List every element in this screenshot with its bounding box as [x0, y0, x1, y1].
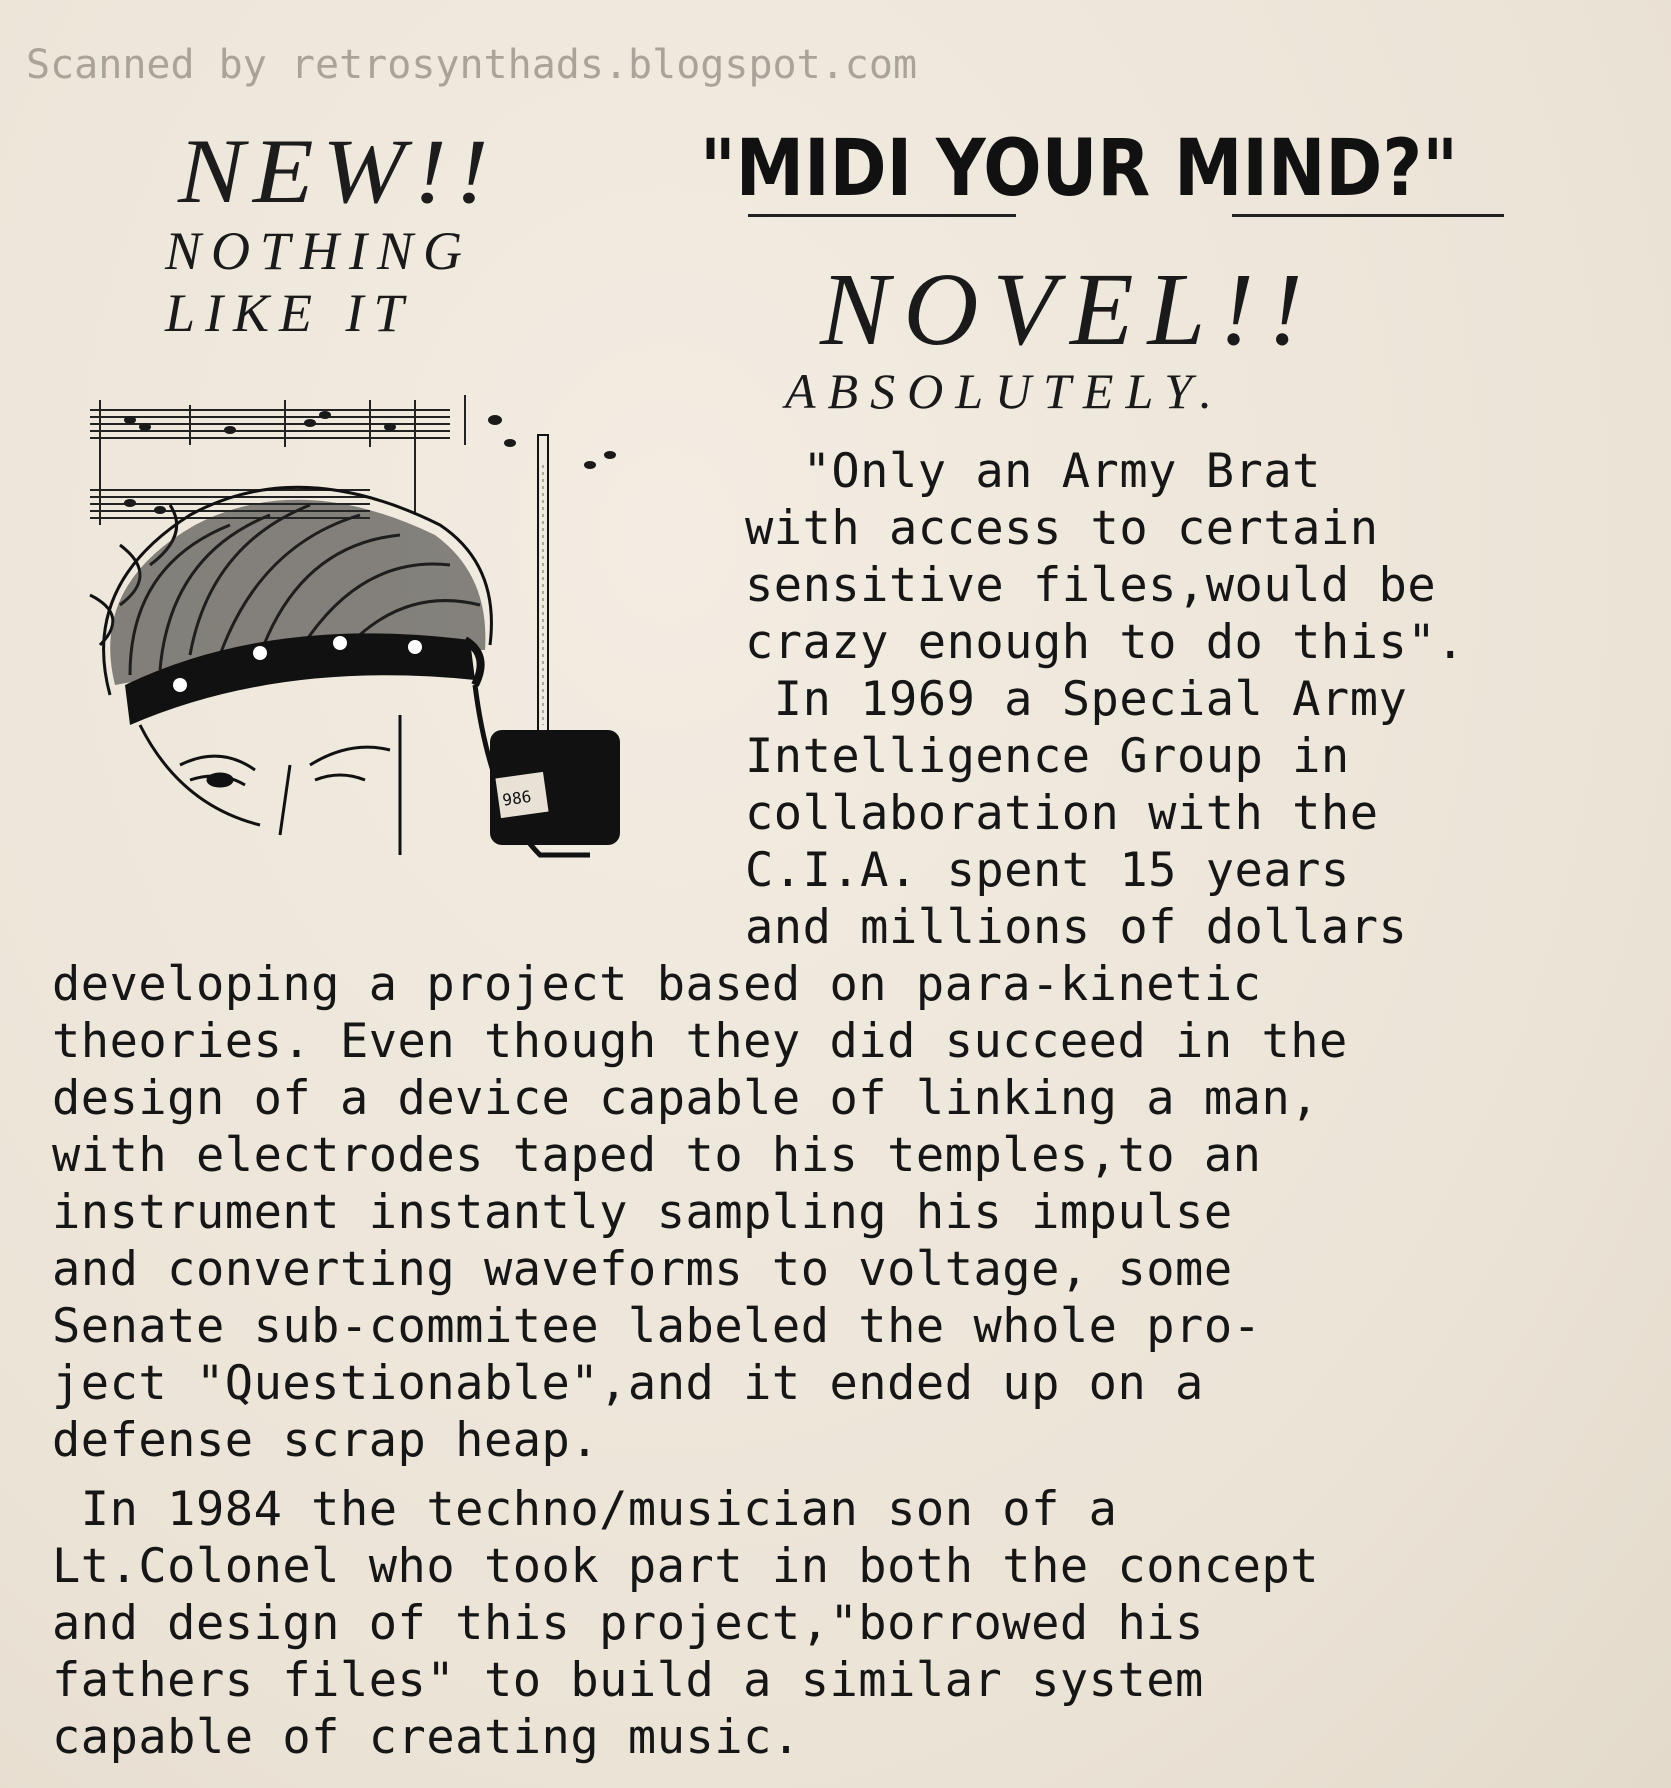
headline-novel: NOVEL!!: [820, 252, 1317, 367]
subhead-absolutely: ABSOLUTELY.: [785, 363, 1224, 419]
electrode-icon: [408, 640, 422, 654]
title-underline-midi: [748, 214, 1016, 217]
intro-text: "Only an Army Brat with access to certain sensitive files,would be crazy enough to do this". In 1969 a Special Army Intelligence Group in collaboration with the C.I.A. spent 15 years and millions of dollars: [745, 444, 1465, 955]
headline-title: "MIDI YOUR MIND?": [700, 124, 1458, 214]
paragraph-2: In 1984 the techno/musician son of a Lt.Colonel who took part in both the concept and design of this project,"borrowed his fathers files" to build a similar system capable of creating music.: [52, 1482, 1320, 1765]
electrode-icon: [253, 646, 267, 660]
subhead-nothing-like-it: NOTHING LIKE IT: [165, 221, 473, 343]
device-label: 986: [501, 786, 533, 810]
headline-new: NEW!!: [178, 120, 498, 222]
scan-credit: Scanned by retrosynthads.blogspot.com: [26, 42, 918, 88]
headband-illustration: [70, 385, 710, 905]
electrode-icon: [173, 678, 187, 692]
paragraph-1: developing a project based on para-kinetic theories. Even though they did succeed in the design of a device capable of linking a man, with electrodes taped to his temples,to an instrument instantly sampling his impulse and converting waveforms to voltage, some Senate sub-commitee labeled the whole pro- ject "Questionable",and it ended up on a defense scrap heap.: [52, 957, 1348, 1468]
face-shape: [140, 715, 400, 855]
title-underline-mind: [1232, 214, 1504, 217]
electrode-icon: [333, 636, 347, 650]
